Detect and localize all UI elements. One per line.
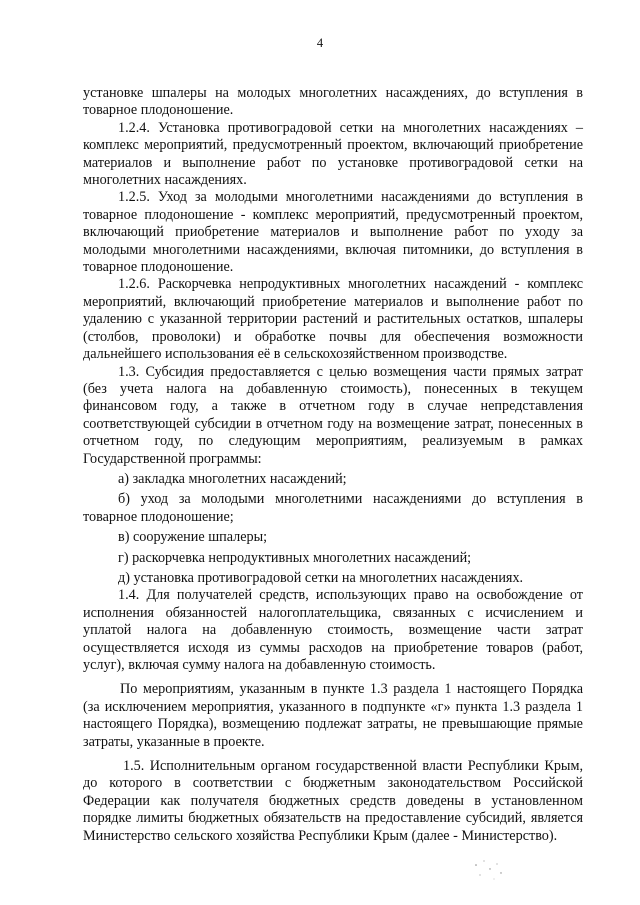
list-item-a: а) закладка многолетних насаждений; — [118, 470, 347, 487]
document-body — [83, 85, 583, 845]
paragraph-1-2-4: 1.2.4. Установка противоградовой сетки на многолетних насаждениях – комплекс мероприятий, предусмотренный проектом, включающий приобретение материалов и выполнение работ по установке противоградовой сетки на многолетних насаждениях. — [83, 119, 583, 189]
paragraph-1-5: 1.5. Исполнительным органом государственной власти Республики Крым, до которого в соответствии с бюджетным законодательством Российской Федерации как получателя бюджетных средств доведены в установленном порядке лимиты бюджетных обязательств на предоставление субсидий, является Министерство сельского хозяйства Республики Крым (далее - Министерство). — [83, 758, 583, 844]
list-item-d: д) установка противоградовой сетки на многолетних насаждениях. — [118, 569, 524, 586]
paragraph-1-2-5: 1.2.5. Уход за молодыми многолетними насаждениями до вступления в товарное плодоношение - комплекс мероприятий, предусмотренный проектом, включающий приобретение материалов и выполнение работ по уходу за молодыми многолетними насаждениями, включая питомники, до вступления в товарное плодоношение. — [83, 189, 583, 276]
paragraph-expenses: По мероприятиям, указанным в пункте 1.3 раздела 1 настоящего Порядка (за исключением мероприятия, указанного в подпункте «г» пункта 1.3 раздела 1 настоящего Порядка), возмещению подлежат затраты, не превышающие прямые затраты, указанные в проекте. — [83, 681, 583, 750]
paragraph-1-3: 1.3. Субсидия предоставляется с целью возмещения части прямых затрат (без учета налога на добавленную стоимость), понесенных в текущем финансовом году, а также в отчетном году в случае непредставления соответствующей субсидии в отчетном году на возмещение затрат, понесенных в отчетном году, по следующим мероприятиям, реализуемым в рамках Государственной программы: — [83, 363, 583, 467]
list-item-v: в) сооружение шпалеры; — [118, 529, 268, 546]
paragraph-1-4: 1.4. Для получателей средств, использующих право на освобождение от исполнения обязанностей налогоплательщика, связанных с исчислением и уплатой налога на добавленную стоимость, возмещение части затрат осуществляется исходя из суммы расходов на приобретение товаров (работ, услуг), включая сумму налога на добавленную стоимость. — [83, 587, 583, 673]
paragraph-continuation: установке шпалеры на молодых многолетних насаждениях, до вступления в товарное плодоношение. — [83, 85, 583, 119]
list-item-g: г) раскорчевка непродуктивных многолетних насаждений; — [118, 549, 472, 566]
paragraph-1-2-6: 1.2.6. Раскорчевка непродуктивных многолетних насаждений - комплекс мероприятий, включающий приобретение материалов и выполнение работ по удалению с указанной территории растений и растительных остатков, шпалеры (столбов, проволоки) и обработке почвы для обеспечения возможности дальнейшего использования её в сельскохозяйственном производстве. — [83, 276, 583, 363]
scan-artifact — [470, 855, 510, 885]
page-number: 4 — [316, 36, 324, 50]
list-item-b: б) уход за молодыми многолетними насаждениями до вступления в товарное плодоношение; — [83, 491, 583, 525]
